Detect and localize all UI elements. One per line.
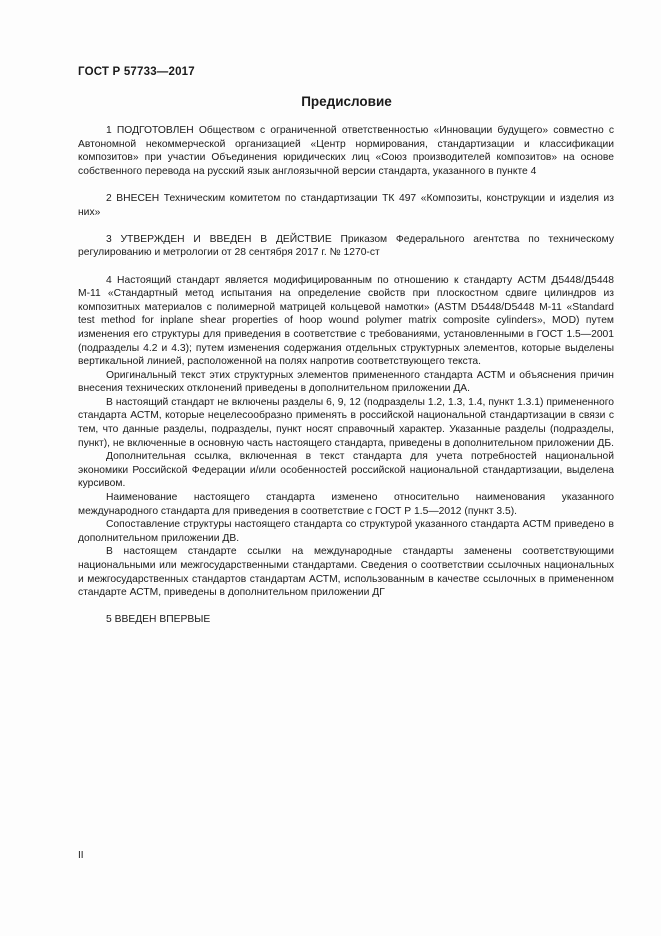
paragraph-4-original-text: Оригинальный текст этих структурных элементов примененного стандарта АСТМ и объяснения причин внесения технических отклонений приведены в дополнительном приложении ДА. bbox=[78, 369, 614, 395]
section-title: Предисловие bbox=[301, 94, 392, 109]
paragraph-4: 4 Настоящий стандарт является модифицированным по отношению к стандарту АСТМ Д5448/Д5448 М-11 «Стандартный метод испытания на определение свойств при плоскостном сдвиге цилиндров из композитных материалов с полимерной матрицей кольцевой намотки» (ASTM D5448/D5448 M-11 «Standard test method for inplane shear properties of hoop wound polymer matrix composite cylinders», MOD) путем изменения его структуры для приведения в соответствие с требованиями, установленными в ГОСТ 1.5—2001 (подразделы 4.2 и 4.3); путем изменения содержания отдельных структурных элементов, которые выделены вертикальной линией, расположенной на полях напротив соответствующего текста. bbox=[78, 274, 614, 368]
spacer bbox=[78, 178, 614, 192]
paragraph-1: 1 ПОДГОТОВЛЕН Обществом с ограниченной ответственностью «Инновации будущего» совместно с Автономной некоммерческой организацией «Центр нормирования, стандартизации и классификации композитов» при участии Объединения юридических лиц «Союз производителей композитов» на основе собственного перевода на русский язык англоязычной версии стандарта, указанного в пункте 4 bbox=[78, 125, 614, 177]
spacer bbox=[78, 260, 614, 274]
paragraph-4-references: В настоящем стандарте ссылки на международные стандарты заменены соответствующими национальными или межгосударственными стандартами. Сведения о соответствии ссылочных национальных и межгосударственных стандартов стандартам АСТМ, использованным в качестве ссылочных в примененном стандарте АСТМ, приведены в дополнительном приложении ДГ bbox=[78, 546, 614, 599]
paragraph-3: 3 УТВЕРЖДЕН И ВВЕДЕН В ДЕЙСТВИЕ Приказом Федерального агентства по техническому регулированию и метрологии от 28 сентября 2017 г. № 1270-ст bbox=[78, 233, 614, 259]
paragraph-4-structure-comparison: Сопоставление структуры настоящего стандарта со структурой указанного стандарта АСТМ приведено в дополнительном приложении ДВ. bbox=[78, 519, 614, 544]
paragraph-2: 2 ВНЕСЕН Техническим комитетом по стандартизации ТК 497 «Композиты, конструкции и изделия из них» bbox=[78, 192, 614, 218]
paragraph-4-additional-reference: Дополнительная ссылка, включенная в текст стандарта для учета потребностей национальной экономики Российской Федерации и/или особенностей российской национальной стандартизации, выделена курсивом. bbox=[78, 451, 614, 490]
paragraph-5: 5 ВВЕДЕН ВПЕРВЫЕ bbox=[106, 614, 211, 626]
page-number: II bbox=[78, 850, 84, 861]
standard-header: ГОСТ Р 57733—2017 bbox=[78, 66, 195, 78]
paragraph-4-title-change: Наименование настоящего стандарта изменено относительно наименования указанного международного стандарта для приведения в соответствие с ГОСТ Р 1.5—2012 (пункт 3.5). bbox=[78, 492, 614, 517]
spacer bbox=[78, 600, 614, 614]
preface-body bbox=[78, 124, 614, 627]
paragraph-4-excluded-sections: В настоящий стандарт не включены разделы 6, 9, 12 (подразделы 1.2, 1.3, 1.4, пункт 1.3.1) примененного стандарта АСТМ, которые нецелесообразно применять в российской национальной стандартизации в связи с тем, что данные разделы, подразделы, пункт носят справочный характер. Указанные разделы (подразделы, пункт), не включенные в основную часть настоящего стандарта, приведены в дополнительном приложении ДБ. bbox=[78, 396, 614, 449]
spacer bbox=[78, 219, 614, 233]
